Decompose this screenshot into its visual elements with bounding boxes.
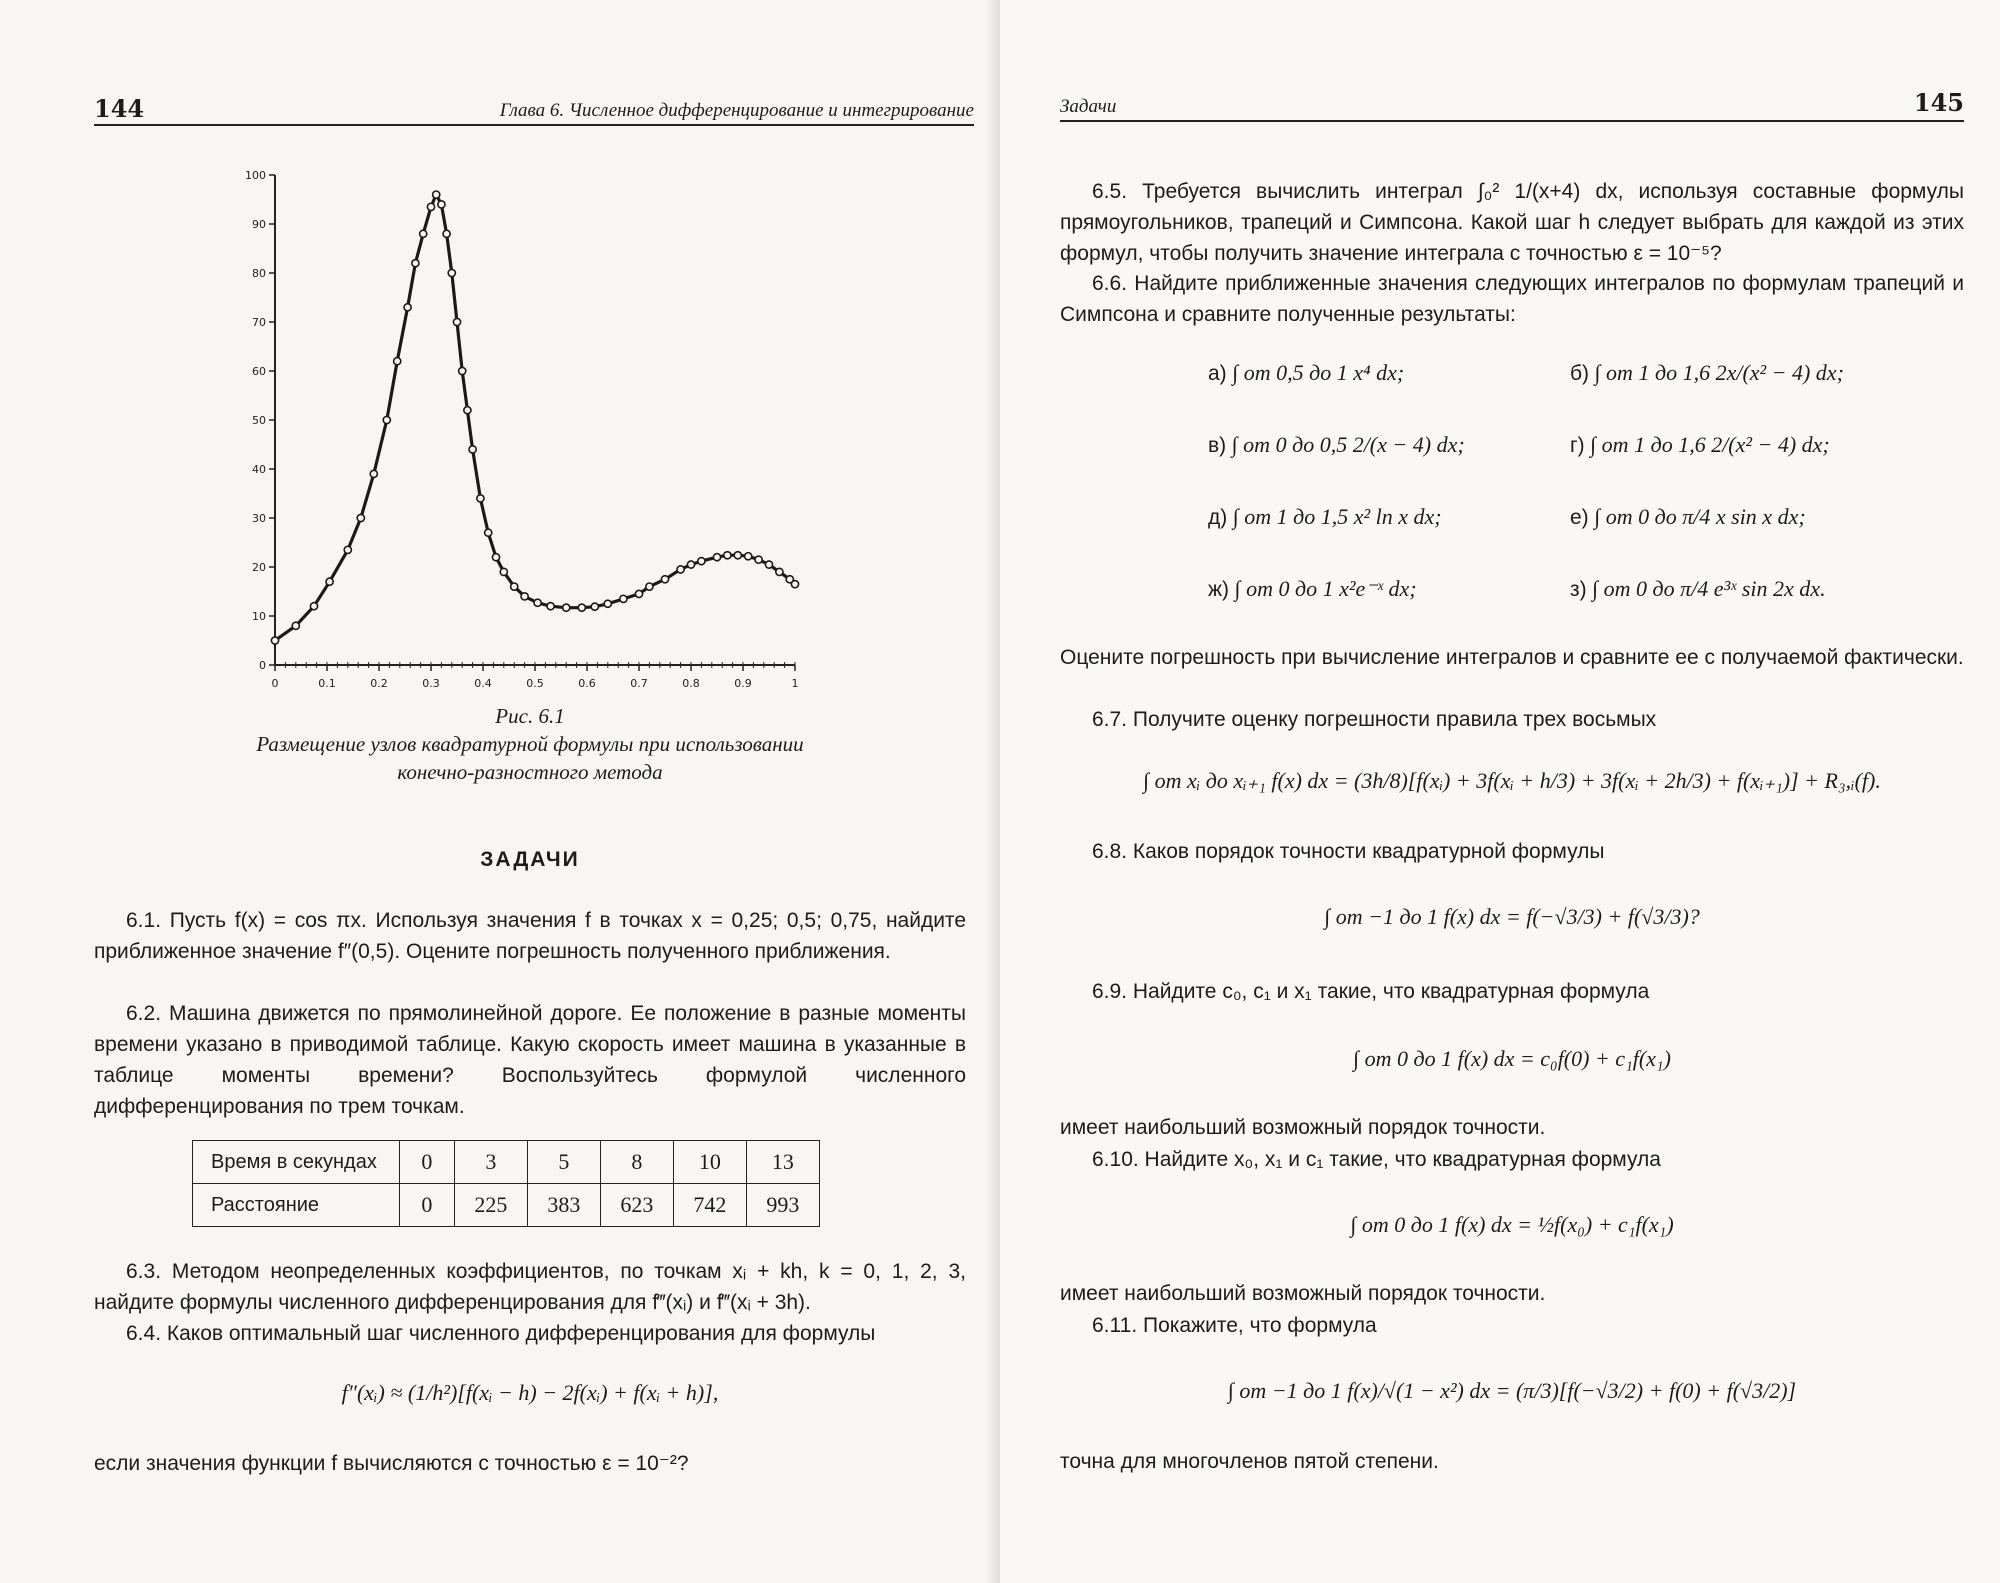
x-tick-label: 0.1 xyxy=(318,677,336,690)
data-point xyxy=(459,367,466,374)
y-tick-label: 40 xyxy=(252,463,266,476)
data-point xyxy=(765,561,772,568)
data-point xyxy=(420,230,427,237)
data-point xyxy=(734,552,741,559)
data-point xyxy=(326,578,333,585)
table-cell: 0 xyxy=(399,1184,454,1227)
formula-6-10: ∫ от 0 до 1 f(x) dx = ½f(x₀) + c₁f(x₁) xyxy=(1350,1212,1674,1237)
problem-6-11-cont: точна для многочленов пятой степени. xyxy=(1060,1450,1439,1473)
integral-item-z xyxy=(1570,576,1826,602)
table-row-label: Время в секундах xyxy=(193,1141,400,1184)
table-cell: 10 xyxy=(673,1141,746,1184)
table-row xyxy=(193,1141,820,1184)
data-point xyxy=(677,566,684,573)
right-page xyxy=(1000,0,2000,1583)
problem-6-10: 6.10. Найдите x₀, x₁ и c₁ такие, что квадратурная формула xyxy=(1092,1148,1661,1171)
integral-label: д) xyxy=(1208,506,1228,529)
integral-item-a xyxy=(1208,360,1404,386)
data-point xyxy=(469,446,476,453)
table-cell: 993 xyxy=(746,1184,819,1227)
integral-item-e xyxy=(1570,504,1806,530)
data-point xyxy=(427,203,434,210)
x-tick-label: 0.2 xyxy=(370,677,388,690)
table-row-label: Расстояние xyxy=(193,1184,400,1227)
problem-6-10-cont: имеет наибольший возможный порядок точности. xyxy=(1060,1282,1546,1305)
data-point xyxy=(591,603,598,610)
integral-expr: ∫ от 1 до 1,6 2/(x² − 4) dx; xyxy=(1590,432,1830,457)
table-cell: 225 xyxy=(454,1184,527,1227)
data-table xyxy=(192,1140,820,1227)
table-cell: 13 xyxy=(746,1141,819,1184)
section-title: ЗАДАЧИ xyxy=(480,848,580,871)
table-cell: 5 xyxy=(527,1141,600,1184)
running-head: Задачи xyxy=(1060,96,1117,117)
data-point xyxy=(521,593,528,600)
data-point xyxy=(404,304,411,311)
y-tick-label: 70 xyxy=(252,316,266,329)
page-number: 145 xyxy=(1913,88,1964,117)
data-point xyxy=(578,604,585,611)
data-point xyxy=(661,576,668,583)
data-point xyxy=(776,568,783,575)
data-point xyxy=(448,269,455,276)
integral-item-zh xyxy=(1208,576,1417,602)
data-point xyxy=(604,600,611,607)
table-cell: 0 xyxy=(399,1141,454,1184)
y-tick-label: 60 xyxy=(252,365,266,378)
data-point xyxy=(443,230,450,237)
data-point xyxy=(534,599,541,606)
problem-6-11: 6.11. Покажите, что формула xyxy=(1092,1314,1377,1337)
data-point xyxy=(357,514,364,521)
x-tick-label: 0.4 xyxy=(474,677,492,690)
data-point xyxy=(344,546,351,553)
data-point xyxy=(394,358,401,365)
y-tick-label: 20 xyxy=(252,561,266,574)
integral-item-v xyxy=(1208,432,1465,458)
chart-ticks xyxy=(245,169,799,690)
x-tick-label: 0.5 xyxy=(526,677,544,690)
problem-6-6: 6.6. Найдите приближенные значения следующих интегралов по формулам трапеций и Симпсона и сравните полученные результаты: xyxy=(1060,272,1964,326)
data-point xyxy=(485,529,492,536)
y-tick-label: 50 xyxy=(252,414,266,427)
data-point xyxy=(492,554,499,561)
problem-6-5: 6.5. Требуется вычислить интеграл ∫₀² 1/(x+4) dx, используя составные формулы прямоугольников, трапеций и Симпсона. Какой шаг h следует выбрать для каждой из этих формул, чтобы получить значение интеграла с точностью ε = 10⁻⁵? xyxy=(1060,180,1964,265)
problem-6-2: 6.2. Машина движется по прямолинейной дороге. Ее положение в разные моменты времени указано в приводимой таблице. Какую скорость имеет машина в указанные в таблице моменты времени? Воспользуйтесь формулой численного дифференцирования по трем точкам. xyxy=(94,1002,966,1118)
chart-axes xyxy=(275,175,795,665)
table-cell: 742 xyxy=(673,1184,746,1227)
data-point xyxy=(563,604,570,611)
data-point xyxy=(438,201,445,208)
integral-expr: ∫ от 0 до π/4 x sin x dx; xyxy=(1594,504,1806,529)
data-point xyxy=(698,558,705,565)
data-point xyxy=(310,603,317,610)
table-cell: 8 xyxy=(600,1141,673,1184)
integral-expr: ∫ от 0 до π/4 e³ˣ sin 2x dx. xyxy=(1592,576,1826,601)
figure-caption-line1: Размещение узлов квадратурной формулы при использовании xyxy=(256,732,804,756)
figure-label: Рис. 6.1 xyxy=(495,704,565,728)
data-point xyxy=(724,552,731,559)
integral-expr: ∫ от 0 до 1 x²e⁻ˣ dx; xyxy=(1234,576,1417,601)
problem-6-9-cont: имеет наибольший возможный порядок точности. xyxy=(1060,1116,1546,1139)
x-tick-label: 0.8 xyxy=(682,677,700,690)
table-cell: 383 xyxy=(527,1184,600,1227)
table-row xyxy=(193,1184,820,1227)
formula-6-9: ∫ от 0 до 1 f(x) dx = c₀f(0) + c₁f(x₁) xyxy=(1353,1046,1671,1071)
problem-6-8: 6.8. Каков порядок точности квадратурной формулы xyxy=(1092,840,1605,863)
chart-line xyxy=(275,195,795,641)
x-tick-label: 0.6 xyxy=(578,677,596,690)
problem-6-3: 6.3. Методом неопределенных коэффициентов, по точкам xᵢ + kh, k = 0, 1, 2, 3, найдите формулы численного дифференцирования для f‴(xᵢ) и f‴(xᵢ + 3h). xyxy=(94,1260,966,1314)
integral-item-g xyxy=(1570,432,1830,458)
y-tick-label: 90 xyxy=(252,218,266,231)
formula-6-11: ∫ от −1 до 1 f(x)/√(1 − x²) dx = (π/3)[f(−√3/2) + f(0) + f(√3/2)] xyxy=(1227,1378,1797,1403)
x-tick-label: 0 xyxy=(271,677,279,690)
data-point xyxy=(635,590,642,597)
data-point xyxy=(646,583,653,590)
integral-label: б) xyxy=(1570,362,1590,385)
y-tick-label: 0 xyxy=(259,659,266,672)
x-tick-label: 0.9 xyxy=(734,677,752,690)
data-point xyxy=(791,581,798,588)
data-point xyxy=(687,561,694,568)
page-number: 144 xyxy=(94,94,145,123)
integral-expr: ∫ от 0 до 0,5 2/(x − 4) dx; xyxy=(1231,432,1465,457)
header-rule xyxy=(1060,120,1964,122)
y-tick-label: 80 xyxy=(252,267,266,280)
integral-item-b xyxy=(1570,360,1844,386)
y-tick-label: 10 xyxy=(252,610,266,623)
x-tick-label: 0.7 xyxy=(630,677,648,690)
data-point xyxy=(713,554,720,561)
integral-expr: ∫ от 1 до 1,6 2x/(x² − 4) dx; xyxy=(1594,360,1844,385)
integral-label: ж) xyxy=(1208,578,1230,601)
data-point xyxy=(745,553,752,560)
formula-6-7: ∫ от xᵢ до xᵢ₊₁ f(x) dx = (3h/8)[f(xᵢ) + 3f(xᵢ + h/3) + 3f(xᵢ + 2h/3) + f(xᵢ₊₁)] + R₃,ᵢ(f). xyxy=(1143,768,1881,793)
data-point xyxy=(477,495,484,502)
data-point xyxy=(271,637,278,644)
formula-6-4: f″(xᵢ) ≈ (1/h²)[f(xᵢ − h) − 2f(xᵢ) + f(xᵢ + h)], xyxy=(341,1380,719,1405)
data-point xyxy=(292,622,299,629)
table-cell: 623 xyxy=(600,1184,673,1227)
problem-6-6-cont: Оцените погрешность при вычисление интегралов и сравните ее с получаемой фактически. xyxy=(1060,646,1964,669)
series-line xyxy=(275,195,795,641)
data-point xyxy=(433,191,440,198)
data-point xyxy=(500,568,507,575)
problem-6-7: 6.7. Получите оценку погрешности правила трех восьмых xyxy=(1092,708,1657,731)
data-point xyxy=(755,556,762,563)
integral-expr: ∫ от 0,5 до 1 x⁴ dx; xyxy=(1232,360,1405,385)
table-cell: 3 xyxy=(454,1141,527,1184)
y-tick-label: 100 xyxy=(245,169,266,182)
data-point xyxy=(620,595,627,602)
data-point xyxy=(412,260,419,267)
x-tick-label: 1 xyxy=(791,677,799,690)
problem-6-9: 6.9. Найдите c₀, c₁ и x₁ такие, что квадратурная формула xyxy=(1092,980,1650,1003)
data-point xyxy=(383,416,390,423)
running-head: Глава 6. Численное дифференцирование и интегрирование xyxy=(499,100,974,121)
x-tick-label: 0.3 xyxy=(422,677,440,690)
integral-label: а) xyxy=(1208,362,1227,385)
problem-6-4-cont: если значения функции f вычисляются с точностью ε = 10⁻²? xyxy=(94,1452,689,1475)
integral-label: г) xyxy=(1570,434,1585,457)
integral-item-d xyxy=(1208,504,1442,530)
data-point xyxy=(464,407,471,414)
data-point xyxy=(511,583,518,590)
y-tick-label: 30 xyxy=(252,512,266,525)
integral-label: в) xyxy=(1208,434,1227,457)
data-point xyxy=(370,470,377,477)
figure-caption-line2: конечно-разностного метода xyxy=(397,760,663,784)
chart-points xyxy=(271,191,798,644)
integral-expr: ∫ от 1 до 1,5 x² ln x dx; xyxy=(1232,504,1442,529)
integral-label: е) xyxy=(1570,506,1589,529)
problem-6-4: 6.4. Каков оптимальный шаг численного дифференцирования для формулы xyxy=(126,1322,876,1345)
formula-6-8: ∫ от −1 до 1 f(x) dx = f(−√3/3) + f(√3/3)? xyxy=(1324,904,1700,929)
header-rule xyxy=(94,124,974,126)
integral-label: з) xyxy=(1570,578,1587,601)
data-point xyxy=(453,318,460,325)
figure-chart xyxy=(240,160,820,700)
data-point xyxy=(547,603,554,610)
problem-6-1: 6.1. Пусть f(x) = cos πx. Используя значения f в точках x = 0,25; 0,5; 0,75, найдите приближенное значение f″(0,5). Оцените погрешность полученного приближения. xyxy=(94,909,966,963)
